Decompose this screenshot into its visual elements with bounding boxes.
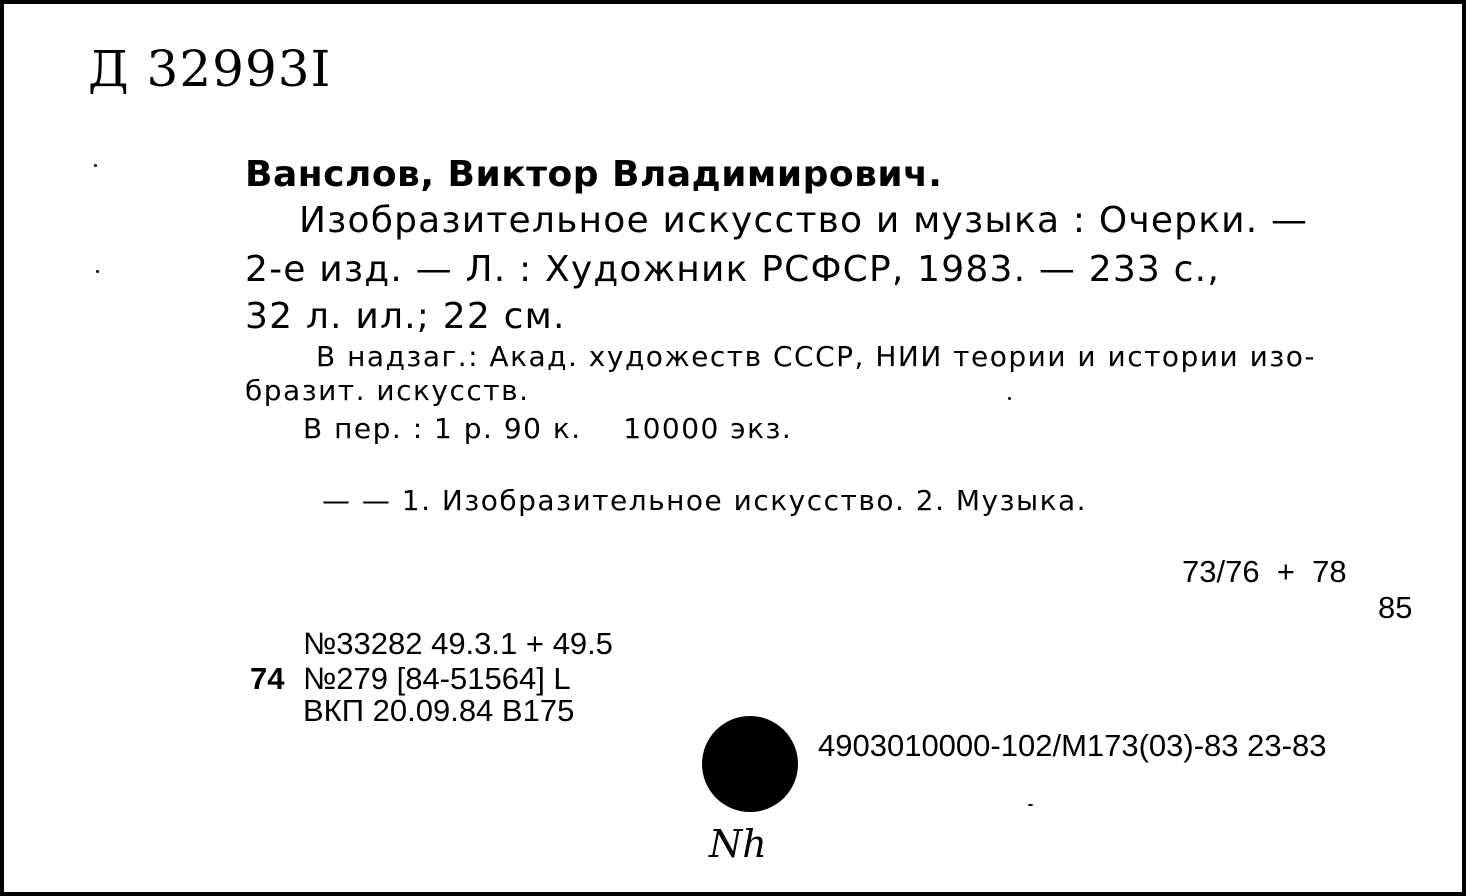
registry-prefix: 74 [250,661,285,696]
price-line: В пер. : 1 р. 90 к. 10000 экз. [303,412,793,445]
registry-line-1: №33282 49.3.1 + 49.5 [303,626,613,661]
speck [96,270,99,273]
classification-main: 73/76 + 78 [1182,554,1347,589]
title-line-2: 2-е изд. — Л. : Художник РСФСР, 1983. — 233 с., [245,249,1220,290]
publisher-code: 4903010000-102/М173(03)-83 23-83 [818,728,1327,763]
classification-sub: 85 [1378,590,1413,625]
title-line-3: 32 л. ил.; 22 см. [245,296,566,337]
note-line-1: В надзаг.: Акад. художеств СССР, НИИ теории и истории изо- [316,340,1316,373]
speck [94,164,97,167]
registry-line-2: №279 [84-51564] L [303,661,571,696]
punch-hole [702,716,798,812]
shelf-mark: Д 32993I [88,40,332,98]
subject-headings: — — 1. Изобразительное искусство. 2. Музыка. [322,484,1088,517]
author-name: Ванслов, Виктор Владимирович. [245,154,943,195]
title-line-1: Изобразительное искусство и музыка : Очерки. — [299,200,1309,241]
speck [1028,804,1033,806]
note-line-2: бразит. искусств. [245,374,530,407]
handwritten-mark: Nh [709,822,767,866]
speck [1008,397,1011,400]
registry-line-3: ВКП 20.09.84 В175 [303,693,575,728]
